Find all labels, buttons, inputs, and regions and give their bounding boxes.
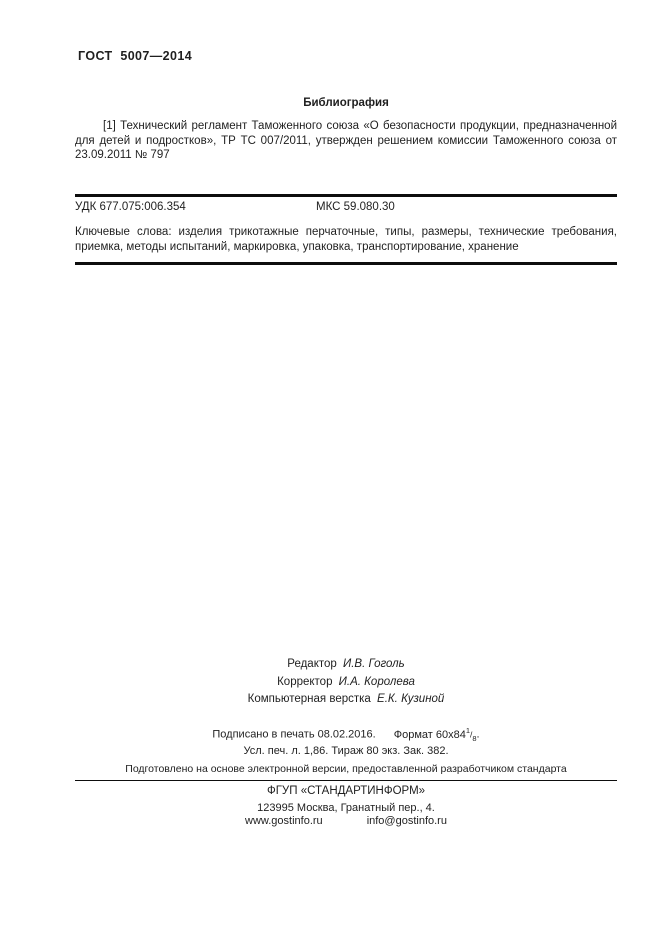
format-text: Формат 60x84 — [393, 728, 466, 741]
publisher-name: ФГУП «СТАНДАРТИНФОРМ» — [266, 785, 426, 797]
bibliography-entry: [1] Технический регламент Таможенного союза «О безопасности продукции, предназначенной для детей и подростков», ТР ТС 007/2011, утвержден решением комиссии Таможенного союза от 23.09.2011 № 797 — [75, 120, 617, 161]
editor-line — [75, 656, 617, 674]
publisher-address: 123995 Москва, Гранатный пер., 4. — [257, 802, 435, 814]
imprint-line-print-run: Усл. печ. л. 1,86. Тираж 80 экз. Зак. 382. — [243, 745, 449, 758]
proofreader-line — [75, 674, 617, 692]
mks-code: МКС 59.080.30 — [316, 201, 395, 213]
credits-block — [75, 656, 617, 709]
udk-code: УДК 677.075:006.354 — [75, 201, 186, 213]
standard-number: ГОСТ 5007—2014 — [78, 49, 193, 63]
proofreader-role-label: Корректор — [277, 675, 333, 688]
top-horizontal-rule — [75, 194, 617, 197]
proofreader-name: И.А. Королева — [338, 675, 415, 688]
format-fraction-denominator: 8 — [472, 733, 477, 743]
layout-line — [75, 691, 617, 709]
website-link[interactable]: www.gostinfo.ru — [245, 815, 323, 827]
imprint-block — [75, 724, 617, 759]
contact-row — [75, 815, 617, 827]
email-link[interactable]: info@gostinfo.ru — [366, 815, 447, 827]
editor-role-label: Редактор — [287, 658, 337, 670]
prepared-note: Подготовлено на основе электронной версии, предоставленной разработчиком стандарта — [125, 763, 567, 775]
format-period: . — [476, 728, 480, 741]
bibliography-heading: Библиография — [303, 97, 389, 109]
keywords-paragraph: Ключевые слова: изделия трикотажные перчаточные, типы, размеры, технические требования, приемка, методы испытаний, маркировка, упаковка, транспортирование, хранение — [75, 226, 617, 253]
format-fraction-slash: / — [470, 729, 473, 740]
imprint-line-signed-format — [75, 724, 617, 745]
classification-row — [75, 201, 617, 213]
keywords-bottom-rule — [75, 262, 617, 265]
editor-name: И.В. Гоголь — [343, 658, 405, 670]
layout-name: Е.К. Кузиной — [377, 693, 445, 705]
layout-role-label: Компьютерная верстка — [247, 693, 371, 705]
footer-divider-rule — [75, 780, 617, 781]
signed-date-text: Подписано в печать 08.02.2016. — [212, 728, 376, 741]
format-fraction-numerator: 1 — [465, 726, 470, 735]
